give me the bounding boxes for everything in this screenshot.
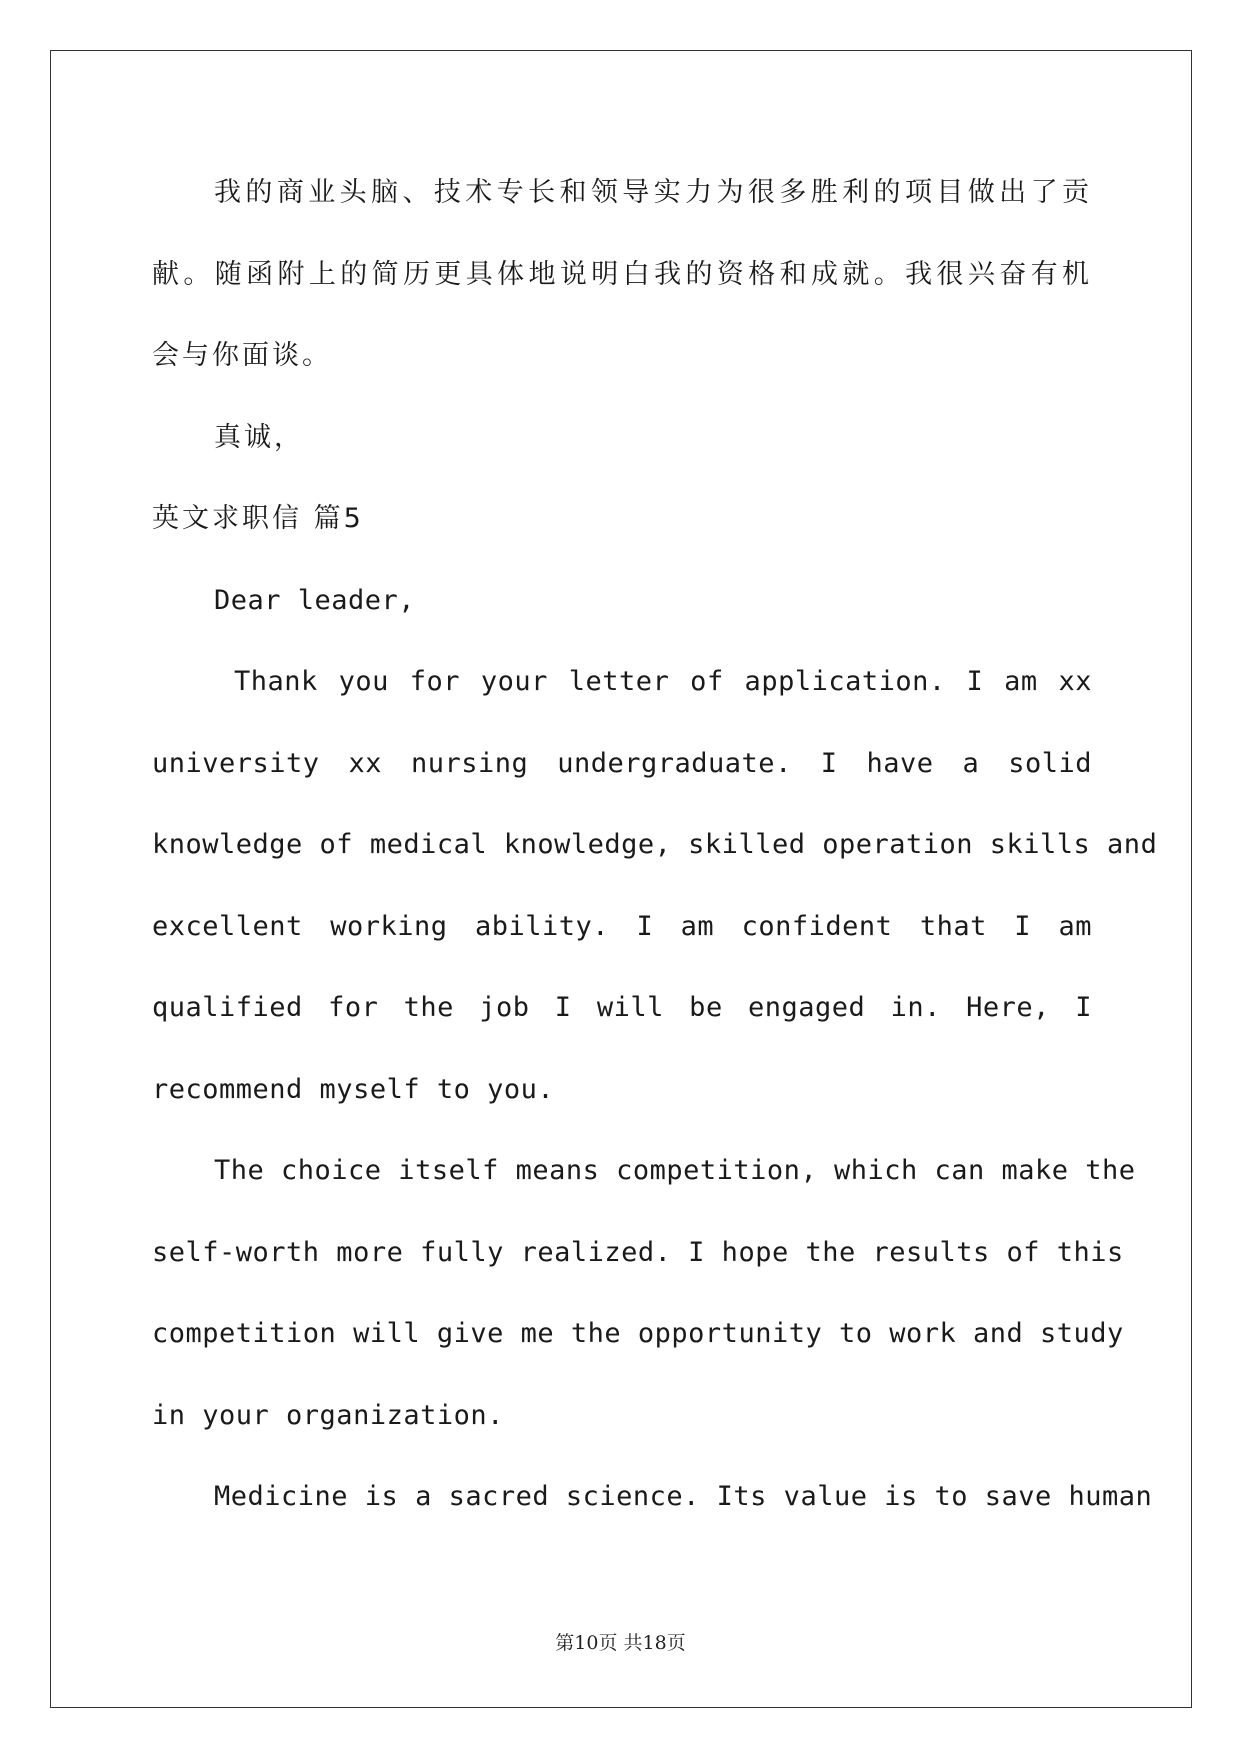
closing-line: 真诚， <box>214 421 304 453</box>
section-heading: 英文求职信 篇5 <box>152 503 364 534</box>
paragraph-line: competition will give me the opportunity to work and study <box>152 1318 1124 1349</box>
paragraph-line: qualified for the job I will be engaged in. Here, I <box>152 992 1092 1023</box>
paragraph-line: in your organization. <box>152 1399 504 1431</box>
paragraph-line: 献。随函附上的简历更具体地说明白我的资格和成就。我很兴奋有机 <box>152 258 1092 290</box>
paragraph-line: 会与你面谈。 <box>152 340 332 371</box>
paragraph-line: university xx nursing undergraduate. I have a solid <box>152 747 1092 779</box>
paragraph-line: recommend myself to you. <box>152 1073 555 1105</box>
paragraph-line: self-worth more fully realized. I hope the results of this <box>152 1236 1124 1268</box>
paragraph-line: excellent working ability. I am confident that I am <box>152 910 1092 942</box>
paragraph-line: Thank you for your letter of application. I am xx <box>234 666 1092 697</box>
paragraph-line: knowledge of medical knowledge, skilled operation skills and <box>152 829 1158 860</box>
paragraph-line: Medicine is a sacred science. Its value is to save human <box>214 1481 1153 1512</box>
paragraph-line: The choice itself means competition, which can make the <box>214 1155 1136 1186</box>
paragraph-line: 我的商业头脑、技术专长和领导实力为很多胜利的项目做出了贡 <box>214 177 1092 208</box>
document-body <box>152 152 1158 1538</box>
salutation: Dear leader, <box>214 584 416 616</box>
page-number-footer: 第10页 共18页 <box>555 1632 686 1654</box>
